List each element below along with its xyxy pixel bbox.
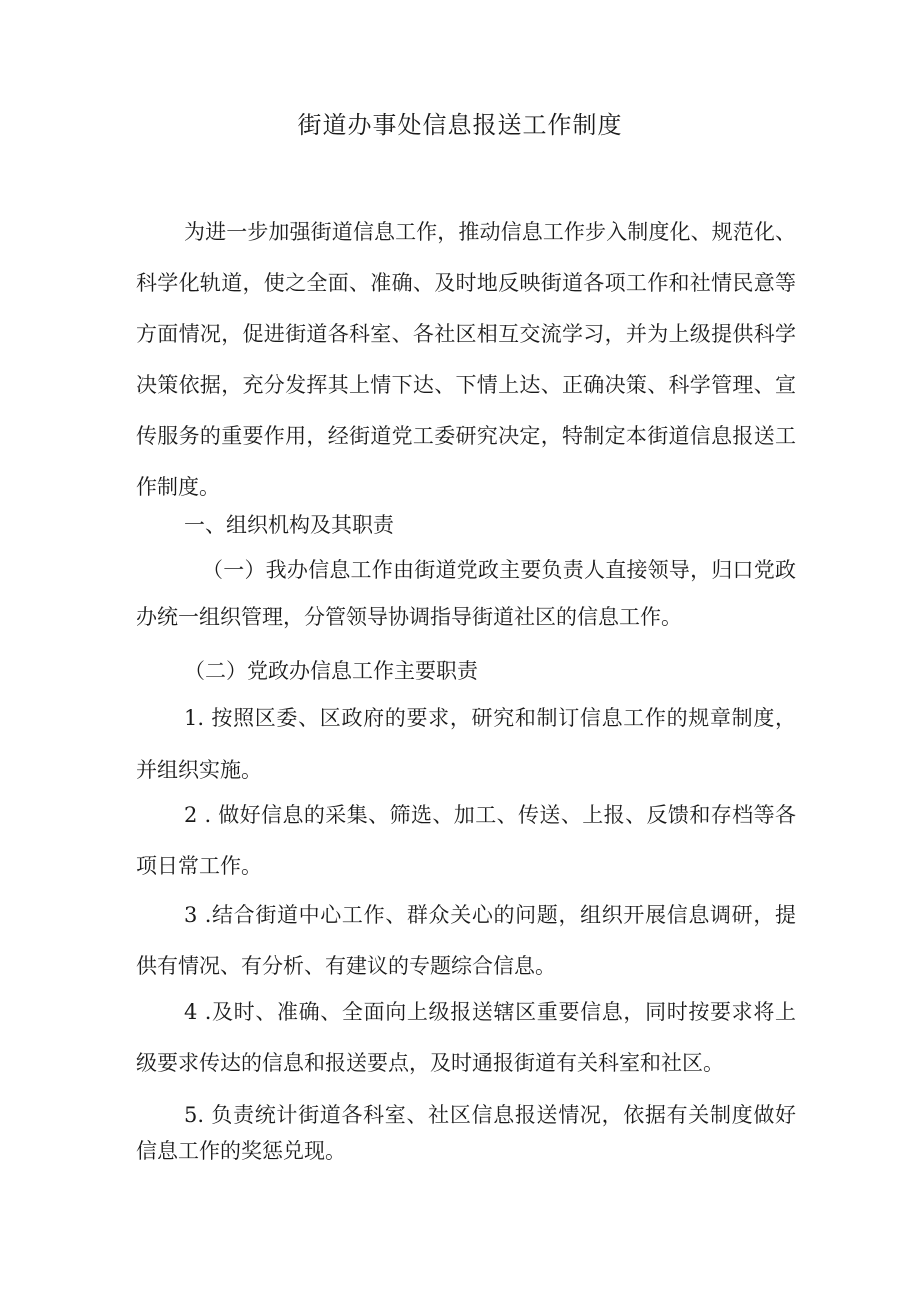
subsection-leadership: （一）我办信息工作由街道党政主要负责人直接领导，归口党政办统一组织管理，分管领导协调指导街道社区的信息工作。: [136, 558, 796, 629]
intro-paragraph: 为进一步加强街道信息工作，推动信息工作步入制度化、规范化、科学化轨道，使之全面、准确、及时地反映街道各项工作和社情民意等方面情况，促进街道各科室、各社区相互交流学习，并为上级提供科学决策依据，充分发挥其上情下达、下情上达、正确决策、科学管理、宣传服务的重要作用，经街道党工委研究决定，特制定本街道信息报送工作制度。: [136, 220, 796, 499]
section-heading-organization: 一、组织机构及其职责: [184, 513, 394, 537]
duty-item-5: 5. 负责统计街道各科室、社区信息报送情况，依据有关制度做好信息工作的奖惩兑现。: [136, 1103, 796, 1163]
duty-item-1: 1. 按照区委、区政府的要求，研究和制订信息工作的规章制度，并组织实施。: [136, 706, 796, 782]
document-title: 街道办事处信息报送工作制度: [297, 111, 623, 139]
duty-item-2: 2 . 做好信息的采集、筛选、加工、传送、上报、反馈和存档等各项日常工作。: [136, 803, 796, 878]
duty-item-3: 3 .结合街道中心工作、群众关心的问题，组织开展信息调研，提供有情况、有分析、有建议的专题综合信息。: [136, 903, 796, 978]
duty-item-4: 4 .及时、准确、全面向上级报送辖区重要信息，同时按要求将上级要求传达的信息和报送要点，及时通报街道有关科室和社区。: [136, 1000, 796, 1075]
subsection-duties-heading: （二）党政办信息工作主要职责: [184, 659, 478, 683]
